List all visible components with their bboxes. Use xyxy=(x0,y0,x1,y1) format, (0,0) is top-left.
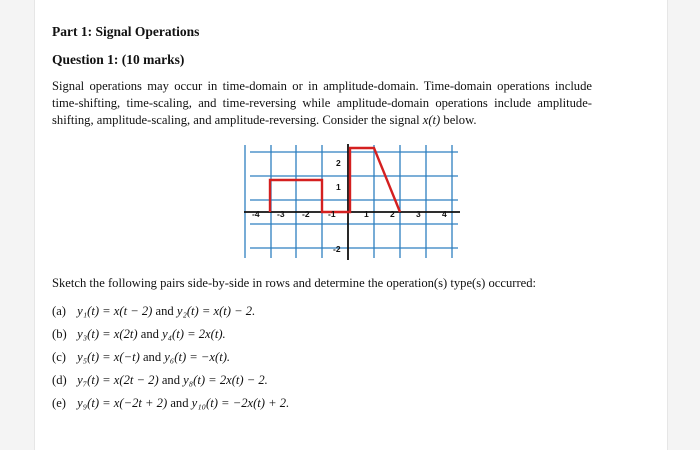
x-tick: -2 xyxy=(302,209,310,219)
item-expression-2: y₈(t) = 2x(t) − 2. xyxy=(183,373,268,387)
item-expression-2: y₁₀(t) = −2x(t) + 2. xyxy=(191,396,290,410)
x-tick: 3 xyxy=(416,209,421,219)
intro-end: below. xyxy=(443,113,477,127)
item-expression-2: y₆(t) = −x(t). xyxy=(164,350,231,364)
y-tick: 2 xyxy=(336,158,341,168)
intro-paragraph xyxy=(52,78,592,129)
item-conjunction: and xyxy=(161,373,181,387)
graph-axes xyxy=(244,144,460,260)
item-conjunction: and xyxy=(155,304,174,318)
y-tick: 1 xyxy=(336,182,341,192)
x-tick: 4 xyxy=(442,209,447,219)
x-tick: -1 xyxy=(328,209,336,219)
item-expression-1: y₉(t) = x(−2t + 2) xyxy=(77,396,168,410)
signal-trace xyxy=(270,148,400,212)
x-tick: 1 xyxy=(364,209,369,219)
x-tick: -4 xyxy=(252,209,260,219)
list-item xyxy=(52,325,289,348)
instruction-text: Sketch the following pairs side-by-side in rows and determine the operation(s) type(s) occurred: xyxy=(52,276,537,290)
item-expression-1: y₁(t) = x(t − 2) xyxy=(77,304,153,318)
intro-text: Signal operations may occur in time-domain or in amplitude-domain. Time-domain operations include time-shifting, time-scaling, and time-reversing while amplitude-domain operations include amplitude-shifting, amplitude-scaling, and amplitude-reversing. Consider the signal xyxy=(52,79,592,127)
x-tick: -3 xyxy=(277,209,285,219)
item-label: (d) xyxy=(52,373,67,387)
item-expression-2: y₄(t) = 2x(t). xyxy=(162,327,226,341)
item-label: (e) xyxy=(52,396,66,410)
item-list xyxy=(52,302,289,417)
intro-signal: x(t) xyxy=(422,113,441,127)
item-label: (b) xyxy=(52,327,67,341)
graph-grid xyxy=(245,145,458,258)
item-expression-1: y₃(t) = x(2t) xyxy=(77,327,138,341)
list-item xyxy=(52,348,289,371)
list-item xyxy=(52,371,289,394)
item-conjunction: and xyxy=(170,396,189,410)
question-title: Question 1: (10 marks) xyxy=(52,52,185,67)
list-item xyxy=(52,394,289,417)
x-tick: 2 xyxy=(390,209,395,219)
part-title: Part 1: Signal Operations xyxy=(52,24,200,39)
item-conjunction: and xyxy=(140,327,159,341)
item-expression-1: y₅(t) = x(−t) xyxy=(77,350,140,364)
item-label: (c) xyxy=(52,350,66,364)
signal-graph xyxy=(240,140,466,262)
y-tick: -2 xyxy=(333,244,341,254)
item-conjunction: and xyxy=(142,350,162,364)
item-expression-1: y₇(t) = x(2t − 2) xyxy=(77,373,159,387)
list-item xyxy=(52,302,289,325)
item-expression-2: y₂(t) = x(t) − 2. xyxy=(176,304,256,318)
item-label: (a) xyxy=(52,304,66,318)
